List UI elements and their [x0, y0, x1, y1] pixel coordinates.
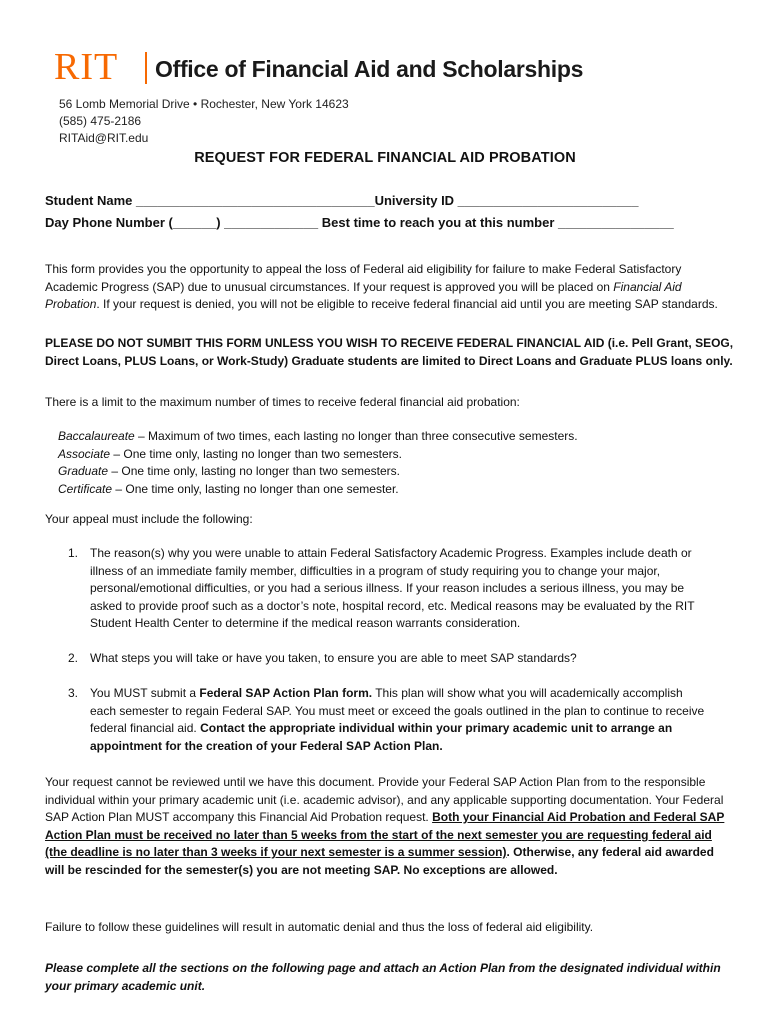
- limit-text: – One time only, lasting no longer than one semester.: [112, 481, 399, 496]
- intro-probation-term: Financial Aid Probation: [45, 279, 682, 312]
- review-paragraph: [45, 774, 735, 880]
- intro-text-b: . If your request is denied, you will not be eligible to receive federal financial aid until you are meeting SAP standards.: [96, 297, 718, 312]
- student-info-line: Student Name _________________________________University ID _________________________: [45, 193, 639, 208]
- item-contact-instruction: Contact the appropriate individual within your primary academic unit to arrange an appointment for the creation of your Federal SAP Action Plan.: [90, 721, 673, 753]
- limit-intro: There is a limit to the maximum number of times to receive federal financial aid probation:: [45, 395, 520, 409]
- appeal-item-2: [68, 650, 708, 668]
- logo-divider: [145, 52, 147, 84]
- intro-text-a: This form provides you the opportunity to appeal the loss of Federal aid eligibility for failure to make Federal Satisfactory Academic Progress (SAP) due to unusual circumstances. If your request is approved you will be placed on: [45, 262, 682, 294]
- limit-label: Associate: [58, 446, 111, 461]
- page-title: REQUEST FOR FEDERAL FINANCIAL AID PROBATION: [194, 150, 576, 166]
- action-plan-form-name: Federal SAP Action Plan form.: [199, 686, 373, 700]
- phone-number: (585) 475-2186: [59, 114, 142, 128]
- limit-item: [58, 481, 578, 499]
- limits-list: [58, 428, 578, 498]
- item-number: 3.: [68, 686, 79, 700]
- appeal-intro: Your appeal must include the following:: [45, 512, 253, 526]
- appeal-item-3: [68, 685, 708, 755]
- item-number: 2.: [68, 651, 79, 665]
- deadline-statement: Both your Financial Aid Probation and Federal SAP Action Plan must be received no later than 5 weeks from the start of the next semester you are requesting federal aid (the deadline is no later than 3 weeks if your next semester is a summer session): [45, 810, 725, 860]
- limit-label: Graduate: [58, 464, 109, 479]
- final-instruction: Please complete all the sections on the following page and attach an Action Plan from the designated individual within your primary academic unit.: [45, 961, 721, 993]
- appeal-item-1: [68, 545, 708, 633]
- office-name: Office of Financial Aid and Scholarships: [155, 56, 584, 82]
- address-line: 56 Lomb Memorial Drive • Rochester, New York 14623: [59, 97, 349, 111]
- intro-paragraph: [45, 261, 735, 314]
- limit-label: Baccalaureate: [58, 429, 135, 443]
- item-text-a: You MUST submit a: [90, 686, 200, 700]
- limit-item: [58, 463, 578, 481]
- item-text: What steps you will take or have you taken, to ensure you are able to meet SAP standards?: [90, 651, 577, 665]
- failure-notice: Failure to follow these guidelines will result in automatic denial and thus the loss of federal aid eligibility.: [45, 920, 594, 934]
- email-address: RITAid@RIT.edu: [59, 131, 149, 145]
- limit-label: Certificate: [58, 481, 113, 496]
- limit-item: [58, 428, 578, 446]
- item-text: The reason(s) why you were unable to attain Federal Satisfactory Academic Progress. Examples include death or illness of an immediate family member, difficulties in a program of study requiring you to change your major, personal/emotional difficulties, or you had a serious illness. If your reason includes a serious illness, you may be asked to provide proof such as a doctor’s note, hospital record, etc. Medical reasons may be evaluated by the RIT Student Health Center to determine if the medical reason warrants consideration.: [90, 546, 695, 631]
- limit-text: – One time only, lasting no longer than two semesters.: [110, 446, 402, 461]
- limit-text: – One time only, lasting no longer than two semesters.: [108, 464, 400, 479]
- review-text-a: Your request cannot be reviewed until we have this document. Provide your Federal SAP Action Plan from to the responsible individual within your primary academic unit (i.e. academic advisor), and any applicable supporting documentation. Your Federal SAP Action Plan MUST accompany this Financial Aid Probation request.: [45, 775, 724, 825]
- rit-logo: RIT: [54, 46, 119, 88]
- item-text-c: This plan will show what you will academically accomplish each semester to regain Federal SAP. You must meet or exceed the goals outlined in the plan to continue to receive federal financial aid.: [90, 686, 705, 736]
- item-text: [90, 685, 708, 755]
- limit-text: – Maximum of two times, each lasting no longer than three consecutive semesters.: [134, 429, 578, 443]
- warning-paragraph: PLEASE DO NOT SUMBIT THIS FORM UNLESS YOU WISH TO RECEIVE FEDERAL FINANCIAL AID (i.e. Pell Grant, SEOG, Direct Loans, PLUS Loans, or Work-Study) Graduate students are limited to Direct Loans and Graduate PLUS loans only.: [45, 336, 734, 368]
- review-text-c: . Otherwise, any federal aid awarded will be rescinded for the semester(s) you are not meeting SAP. No exceptions are allowed.: [45, 845, 714, 877]
- phone-info-line: Day Phone Number (______) _____________ Best time to reach you at this number ________________: [45, 215, 674, 230]
- item-number: 1.: [68, 546, 79, 560]
- limit-item: [58, 446, 578, 464]
